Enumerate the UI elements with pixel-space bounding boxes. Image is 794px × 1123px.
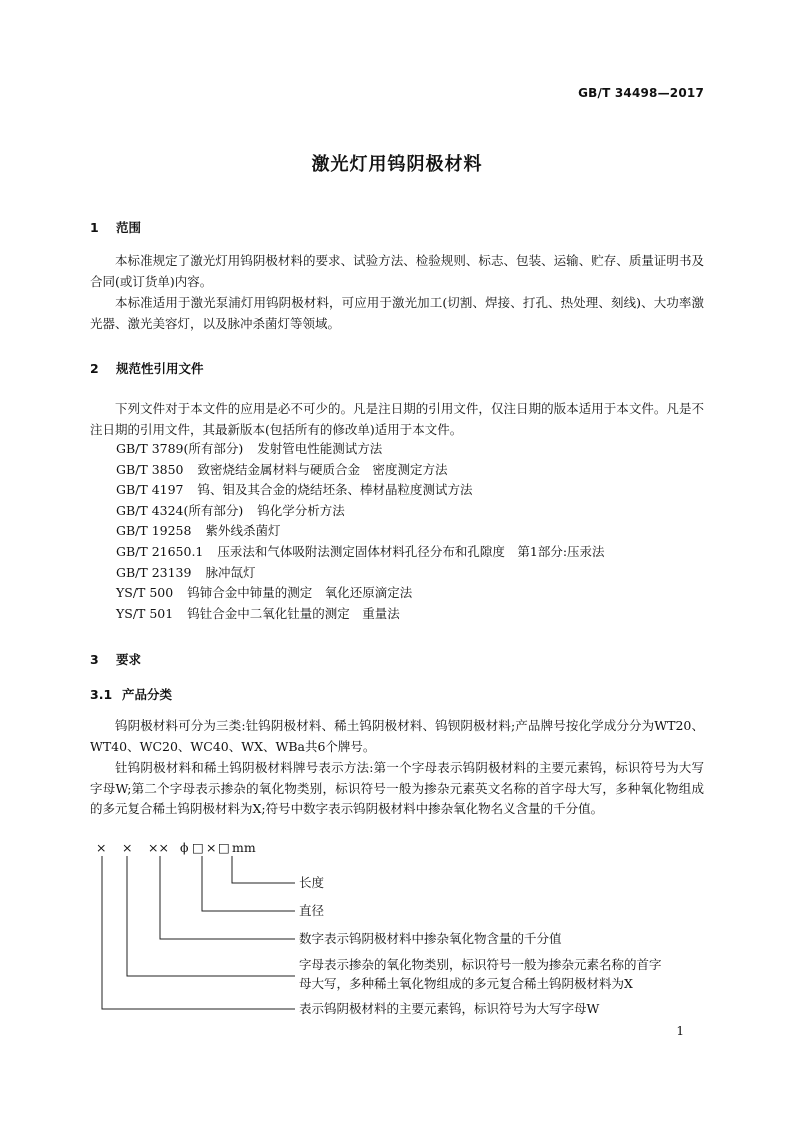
section-number: 1 — [90, 220, 99, 235]
paragraph: 下列文件对于本文件的应用是必不可少的。凡是注日期的引用文件，仅注日期的版本适用于本文件。凡是不注日期的引用文件，其最新版本(包括所有的修改单)适用于本文件。 — [90, 401, 704, 437]
section-title: 要求 — [116, 652, 142, 667]
label-letter-1: 表示钨阴极材料的主要元素钨，标识符号为大写字母W — [299, 1001, 600, 1016]
reference-item — [116, 501, 345, 522]
reference-code: GB/T 23139 — [116, 565, 192, 580]
reference-item — [116, 480, 473, 501]
reference-item — [116, 604, 400, 625]
reference-title: 脉冲氙灯 — [205, 565, 256, 580]
reference-code: GB/T 4324(所有部分) — [116, 503, 244, 518]
unit-mm: mm — [232, 840, 256, 855]
reference-title: 紫外线杀菌灯 — [205, 523, 281, 538]
reference-code: GB/T 3789(所有部分) — [116, 441, 244, 456]
reference-title: 发射管电性能测试方法 — [257, 441, 383, 456]
reference-item — [116, 439, 382, 460]
section-3-1-heading — [90, 685, 172, 703]
reference-code: GB/T 21650.1 — [116, 544, 204, 559]
label-letter-2-line-1: 字母表示掺杂的氧化物类别，标识符号一般为掺杂元素名称的首字 — [299, 957, 662, 972]
paragraph: 钍钨阴极材料和稀土钨阴极材料牌号表示方法:第一个字母表示钨阴极材料的主要元素钨，标识符号为大写字母W;第二个字母表示掺杂的氧化物类别，标识符号一般为掺杂元素英文名称的首字母大写，多种氧化物组成的多元复合稀土钨阴极材料为X;符号中数字表示钨阴极材料中掺杂氧化物名义含量的千分值。 — [90, 760, 704, 816]
reference-title: 钨、钼及其合金的烧结坯条、棒材晶粒度测试方法 — [197, 482, 473, 497]
reference-title: 钨化学分析方法 — [257, 503, 345, 518]
section-title: 产品分类 — [122, 687, 173, 702]
page-number: 1 — [676, 1024, 684, 1038]
label-diameter: 直径 — [299, 903, 325, 918]
reference-title: 致密烧结金属材料与硬质合金 密度测定方法 — [197, 462, 448, 477]
diameter-box: □ — [192, 840, 204, 855]
section-title: 范围 — [116, 220, 142, 235]
code-letter-2: × — [122, 840, 133, 855]
reference-title: 压汞法和气体吸附法测定固体材料孔径分布和孔隙度 第1部分:压汞法 — [217, 544, 605, 559]
section-1-heading — [90, 218, 141, 236]
label-digits: 数字表示钨阴极材料中掺杂氧化物含量的千分值 — [299, 931, 562, 946]
reference-item — [116, 583, 412, 604]
section-number: 2 — [90, 361, 99, 376]
label-letter-2-line-2: 母大写，多种稀土氧化物组成的多元复合稀土钨阴极材料为X — [299, 976, 633, 991]
section-number: 3.1 — [90, 687, 113, 702]
leader-length — [232, 856, 295, 883]
reference-code: GB/T 3850 — [116, 462, 184, 477]
reference-code: GB/T 19258 — [116, 523, 192, 538]
diameter-symbol: ϕ — [180, 840, 189, 855]
reference-code: YS/T 501 — [116, 606, 174, 621]
leader-letter-2 — [127, 856, 295, 976]
document-title: 激光灯用钨阴极材料 — [311, 154, 483, 175]
section-number: 3 — [90, 652, 99, 667]
length-box: □ — [218, 840, 230, 855]
reference-item — [116, 542, 605, 563]
section-2-heading — [90, 359, 204, 377]
code-digits: ×× — [148, 840, 169, 855]
paragraph: 本标准规定了激光灯用钨阴极材料的要求、试验方法、检验规则、标志、包装、运输、贮存、质量证明书及合同(或订货单)内容。 — [90, 253, 704, 289]
reference-item — [116, 521, 280, 542]
label-length: 长度 — [299, 875, 325, 890]
leader-letter-1 — [102, 856, 295, 1009]
reference-item — [116, 563, 255, 584]
designation-diagram — [90, 838, 710, 1028]
reference-code: GB/T 4197 — [116, 482, 184, 497]
section-title: 规范性引用文件 — [116, 361, 204, 376]
times-symbol: × — [206, 840, 217, 855]
section-3-heading — [90, 650, 141, 668]
standard-code: GB/T 34498—2017 — [578, 86, 704, 100]
reference-item — [116, 460, 448, 481]
paragraph: 本标准适用于激光泵浦灯用钨阴极材料，可应用于激光加工(切割、焊接、打孔、热处理、刻线)、大功率激光器、激光美容灯，以及脉冲杀菌灯等领域。 — [90, 295, 704, 331]
reference-title: 钨铈合金中铈量的测定 氧化还原滴定法 — [187, 585, 413, 600]
reference-title: 钨钍合金中二氧化钍量的测定 重量法 — [187, 606, 400, 621]
reference-code: YS/T 500 — [116, 585, 174, 600]
code-letter-1: × — [96, 840, 107, 855]
leader-digits — [160, 856, 295, 939]
paragraph: 钨阴极材料可分为三类:钍钨阴极材料、稀土钨阴极材料、钨钡阴极材料;产品牌号按化学成分分为WT20、WT40、WC20、WC40、WX、WBa共6个牌号。 — [90, 718, 704, 754]
